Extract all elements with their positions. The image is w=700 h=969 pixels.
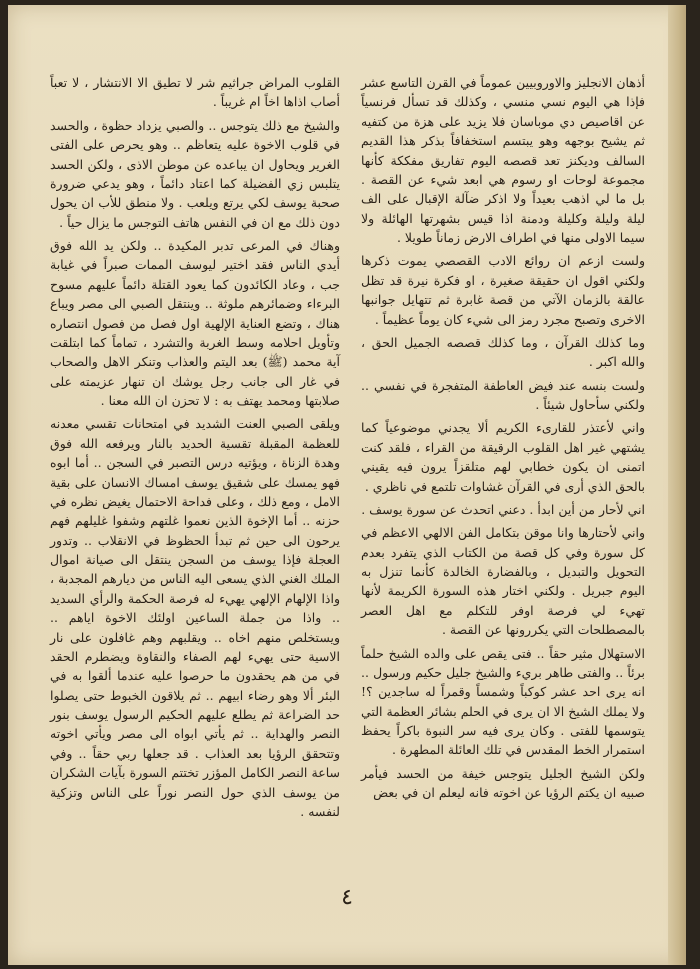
- paragraph: ويلقى الصبي العنت الشديد في امتحانات تقسي معدنه للعظمة المقبلة تقسية الحديد بالنار ويرفعه الله فوق وهدة الزناة ، ويؤتيه درس التصبر في السجن .. أما ابوه فهو يمسك على شقيق يوسف امساك الانسان على بقية الامل ، ومع ذلك ، وعلى فداحة الاحتمال يغيض نظره في حزنه .. أما الإخوة الذين نعموا غلتهم وشفوا غليلهم فهم يرحون الى حين ثم تبدأ الحظوظ في الانقلاب .. وتدور العجلة فإذا يوسف من السجن ينتقل الى صيانة اموال الملك الغني الذي يسعى اليه الناس من ديارهم المجدبة ، واذا الإلهام الإلهي يهيء له فرصة الحكمة والرأي السديد .. واذا من جملة الساعين اولئك الاخوة اياهم .. ويستخلص منهم اخاه .. ويقلبهم وهم غافلون على نار الاسية حتى يهيء لهم الصفاء والنقاوة ويضطرم الحقد في من هم يحقدون ما حرصوا عليه عندما ألقوا به في البئر ألا وهو رضاء ابيهم .. ثم يلاقون الخبوط حتى يصلوا حد الضراعة ثم يطلع عليهم الحكيم الرسول يوسف بنور النصر والهداية .. ثم يأتي ابواه الى مصر ويأتي اخوته وتتحقق الرؤيا بعد العذاب . قد جعلها ربي حقاً .. وفي ساعة النصر الكامل المؤزر تختتم السورة بآيات الشكران من يوسف الذي حول النصر نوراً على الناس وتزكية لنفسه .: [50, 416, 340, 819]
- right-text-column: [361, 73, 645, 807]
- paragraph: الاستهلال مثير حقاً .. فتى يقص على والده الشيخ حلماً برئاً .. والفتى طاهر بريء والشيخ جليل حكيم ورسول .. انه يرى احد عشر كوكباً وشمساً وقمراً له ساجدين ؟! ولا يملك الشيخ الا ان يرى في الحلم بشائر العظمة التي يتوسمها للفتى . وكان يرى فيه سر النبوة باكراً يحفظ استمرار الخط المقدس في تلك العائلة المطهرة .: [361, 645, 645, 758]
- newspaper-page: [8, 5, 686, 965]
- paragraph: وهناك في المرعى تدبر المكيدة .. ولكن يد الله فوق أيدي الناس فقد اختير ليوسف الممات صبراً في غيابة جب ، وعاد الكائدون كما يعود القتلة دائماً عليهم مسوح البرءاء وضمائرهم ملوثة .. وينتقل الصبي الى مصر ويباع هناك ، وتضع العناية الإلهية اول فصل من فصول انتصاره وتأويل احلامه وسط الغربة والتشرد ، تماماً كما ابتلقت آية محمد (ﷺ) بعد اليتم والعذاب وتنكر الاهل والصحاب في غار الى جانب رجل يوشك ان تنهار عزيمته على صلابتها ومحمد يهتف به : لا تحزن ان الله معنا .: [50, 238, 340, 408]
- paragraph: أذهان الانجليز والاوروبيين عموماً في القرن التاسع عشر فإذا هي اليوم نسي منسي ، وكذلك قد تسأل فرنسياً عن اقاصيص دي موباسان فلا يزيد على هزة من كتفيه ثم يشيح بوجهه وهو يبتسم استخفافاً بذكر هذا القديم السالف وديكنز تعد قصصه اليوم تفاريق مفككة كأنها مجموعة لوحات او رسوم هي ابعد شيء عن القصة . بل ما لي اذهب بعيداً ولا اذكر ضآلة الإقبال على الف ليلة وليلة وكليلة ودمنة اذا قيس بشهرتها الهائلة ولا سيما الاولى منها في اطراف الارض زماناً طويلا .: [361, 75, 645, 245]
- paragraph: والشيخ مع ذلك يتوجس .. والصبي يزداد حظوة ، والحسد في قلوب الاخوة عليه يتعاظم .. وهو يحرص على الفتى الغرير ويحاول ان يباعده عن موطن الاذى ، ولكن الحسد يتلبس زي الفضيلة كما اعتاد دائماً ، وهو يدعي ضرورة صحبة يوسف لكي يرتع ويلعب . ولا منطق للأب ان يحول دون ذلك مع ان في النفس هاتف التوجس ما يزال حياً .: [50, 117, 340, 230]
- paragraph: القلوب المراض جراثيم شر لا تطيق الا الانتشار ، لا تعباً أصاب اذاها اخاً ام غريباً .: [50, 75, 340, 110]
- paragraph: وما كذلك القرآن ، وما كذلك قصصه الجميل الحق ، والله اكبر .: [361, 334, 645, 370]
- paragraph: اني لأحار من أين ابدأ . دعني اتحدث عن سورة يوسف .: [361, 501, 645, 517]
- paragraph: واني لأحتارها وانا موقن بتكامل الفن الالهي الاعظم في كل سورة وفي كل قصة من الكتاب الذي يتفرد بعدم التحويل والتبديل ، وبالفضارة الخالدة كأنما تنزل به اليوم جبريل . ولكني اختار هذه السورة الكريمة لأنها تهيء لي فرصة اوفر للتكلم مع اهل العصر بالمصطلحات التي يكررونها عن القصة .: [361, 525, 645, 638]
- page-number: ٤: [341, 885, 353, 910]
- paragraph: ولست بنسه عند فيض العاطفة المتفجرة في نفسي .. ولكني سأحاول شيئاً .: [361, 377, 645, 412]
- paragraph: ولست ازعم ان روائع الادب القصصي يموت ذكرها ولكني اقول ان حقيقة صغيرة ، او فكرة نيرة قد تظل عالقة بالزمان الآتي من قصة غابرة ثم تتهايل جوانبها الاخرى وتصبح مجرد رمز الى شيء كان يوماً عظيماً .: [361, 253, 645, 327]
- left-text-column: [50, 73, 340, 825]
- paragraph: ولكن الشيخ الجليل يتوجس خيفة من الحسد فيأمر صبيه ان يكتم الرؤيا عن اخوته فانه ليعلم ان في بعض: [361, 765, 645, 801]
- page-fold-shadow: [668, 5, 686, 965]
- paragraph: واني لأعتذر للقارىء الكريم ألا يجدني موضوعياً كما يشتهي غير اهل القلوب الرقيقة من القراء ، فلقد كنت اتمنى ان يكون خطابي لهم متلقزاً يرون فيه يقيني بالحق الذي أرى في القرآن غشاوات تلتمع في ناظري .: [361, 420, 645, 494]
